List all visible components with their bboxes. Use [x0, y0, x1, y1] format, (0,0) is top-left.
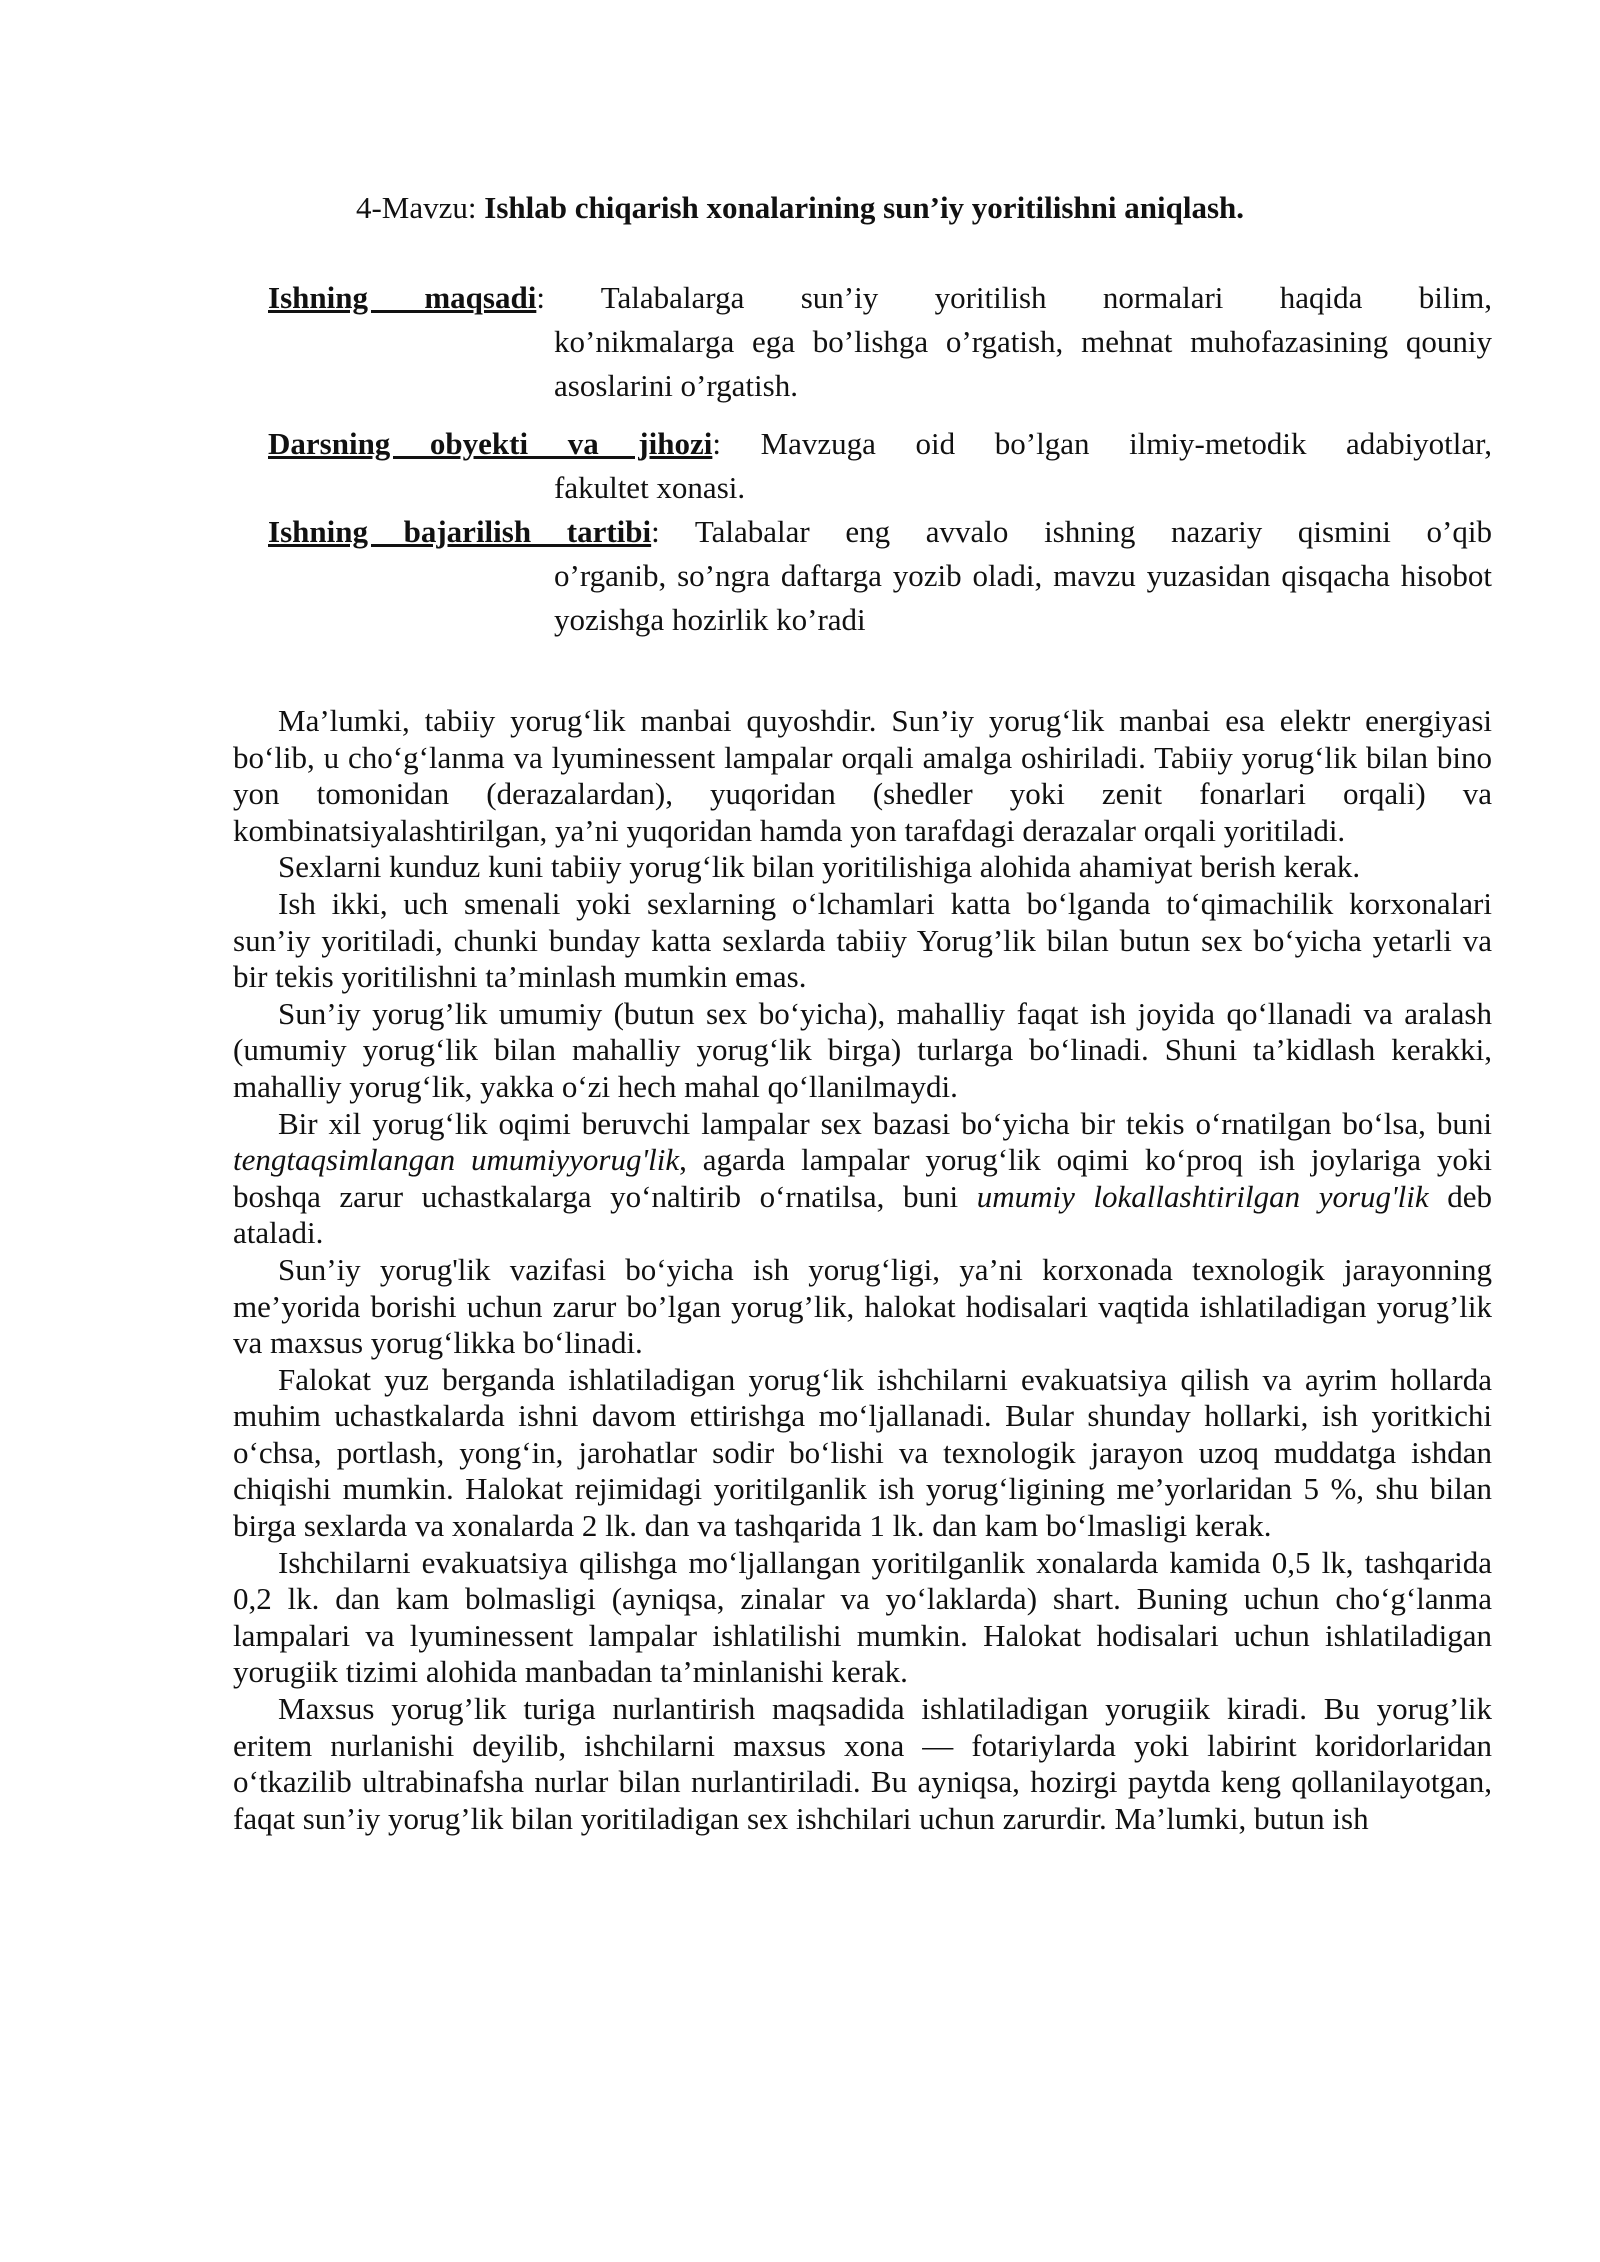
procedure-text: o’rganib, so’ngra daftarga yozib oladi, mavzu yuzasidan qisqacha hisobot yozishga hozirlik ko’radi: [554, 558, 1492, 637]
procedure-line1: Talabalar eng avvalo ishning nazariy qismini o’qib: [694, 514, 1492, 549]
page-title: [0, 190, 1600, 226]
paragraph: Sexlarni kunduz kuni tabiiy yorug‘lik bilan yoritilishiga alohida ahamiyat berish kerak.: [278, 849, 1361, 885]
paragraph: Ishchilarni evakuatsiya qilishga mo‘ljallangan yoritilganlik xonalarda kamida 0,5 lk, tashqarida 0,2 lk. dan kam bolmasligi (ayniqsa, zinalar va yo‘laklarda) shart. Buning uchun cho‘g‘lanma lampalari va lyuminessent lampalar ishlatilishi mumkin. Halokat hodisalari uchun ishlatiladigan yorugiik tizimi alohida manbadan ta’minlanishi kerak.: [233, 1544, 1492, 1690]
paragraph: Maxsus yorug’lik turiga nurlantirish maqsadida ishlatiladigan yorugiik kiradi. Bu yorug’lik eritem nurlanishi deyilib, ishchilarni maxsus xona — fotariylarda yoki labirint koridorlaridan o‘tkazilib ultrabinafsha nurlar bilan nurlantiriladi. Bu ayniqsa, hozirgi paytda keng qollanilayotgan, faqat sun’iy yorug’lik bilan yoritiladigan sex ishchilari uchun zarurdir. Ma’lumki, butun ish: [233, 1691, 1492, 1836]
p5-term-localized: umumiy lokallashtirilgan yorug'lik: [976, 1178, 1429, 1214]
title-prefix: 4-Mavzu:: [355, 190, 485, 225]
p5-text-c: deb ataladi.: [233, 1178, 1492, 1251]
title-text: Ishlab chiqarish xonalarining sun’iy yoritilishni aniqlash.: [484, 190, 1245, 225]
paragraph: Falokat yuz berganda ishlatiladigan yorug‘lik ishchilarni evakuatsiya qilish va ayrim hollarda muhim uchastkalarda ishni davom ettirishga mo‘ljallanadi. Bular shunday hollarki, ish yoritkichi o‘chsa, portlash, yong‘in, jarohatlar sodir bo‘lishi va texnologik jarayon uzoq muddatga ishdan chiqishi mumkin. Halokat rejimidagi yoritilganlik ish yorug‘ligining me’yorlaridan 5 %, shu bilan birga sexlarda va xonalarda 2 lk. dan va tashqarida 1 lk. dan kam bo‘lmasligi kerak.: [233, 1361, 1492, 1544]
procedure-label: Ishning bajarilish tartibi: [268, 514, 652, 549]
object-section: Darsning obyekti va jihozi: Mavzuga oid bo’lgan ilmiy-metodik adabiyotlar, fakultet xonasi.: [268, 422, 1492, 510]
procedure-section: Ishning bajarilish tartibi: Talabalar eng avvalo ishning nazariy qismini o’qib o’rganib, so’ngra daftarga yozib oladi, mavzu yuzasidan qisqacha hisobot yozishga hozirlik ko’radi: [268, 510, 1492, 642]
object-text: fakultet xonasi.: [554, 470, 746, 505]
paragraph: Sun’iy yorug'lik vazifasi bo‘yicha ish yorug‘ligi, ya’ni korxonada texnologik jarayonning me’yorida borishi uchun zarur bo’lgan yorug’lik, halokat hodisalari vaqtida ishlatiladigan yorug’lik va maxsus yorug‘likka bo‘linadi.: [233, 1251, 1492, 1361]
body-text: [233, 703, 1492, 1837]
goal-line1: Talabalarga sun’iy yoritilish normalari haqida bilim,: [600, 280, 1492, 315]
p5-term-uniform: tengtaqsimlangan umumiyyorug'lik: [233, 1142, 680, 1178]
paragraph: Ma’lumki, tabiiy yorug‘lik manbai quyoshdir. Sun’iy yorug‘lik manbai esa elektr energiyasi bo‘lib, u cho‘g‘lanma va lyuminessent lampalar orqali amalga oshiriladi. Tabiiy yorug‘lik bilan bino yon tomonidan (derazalardan), yuqoridan (shedler yoki zenit fonarlari orqali) va kombinatsiyalashtirilgan, ya’ni yuqoridan hamda yon tarafdagi derazalar orqali yoritiladi.: [233, 703, 1492, 848]
p5-text-b: , agarda lampalar yorug‘lik oqimi ko‘proq ish joylariga yoki boshqa zarur uchastkalarga yo‘naltirib o‘rnatilsa, buni: [233, 1142, 1492, 1214]
paragraph-lighting-types: [233, 1106, 1492, 1252]
object-label: Darsning obyekti va jihozi: [268, 426, 713, 461]
paragraph: Sun’iy yorug’lik umumiy (butun sex bo‘yicha), mahalliy faqat ish joyida qo‘llanadi va aralash (umumiy yorug‘lik bilan mahalliy yorug‘lik birga) turlarga bo‘linadi. Shuni ta’kidlash kerakki, mahalliy yorug‘lik, yakka o‘zi hech mahal qo‘llanilmaydi.: [233, 995, 1492, 1104]
p5-text-a: Bir xil yorug‘lik oqimi beruvchi lampalar sex bazasi bo‘yicha bir tekis o‘rnatilgan bo‘lsa, buni: [278, 1105, 1492, 1141]
object-line1: Mavzuga oid bo’lgan ilmiy-metodik adabiyotlar,: [760, 426, 1492, 461]
paragraph: Ish ikki, uch smenali yoki sexlarning o‘lchamlari katta bo‘lganda to‘qimachilik korxonalari sun’iy yoritiladi, chunki bunday katta sexlarda tabiiy Yorug’lik bilan butun sex bo‘yicha yetarli va bir tekis yoritilishni ta’minlash mumkin emas.: [233, 885, 1492, 995]
goal-label: Ishning maqsadi: [268, 280, 537, 315]
goal-text: ko’nikmalarga ega bo’lishga o’rgatish, mehnat muhofazasining qouniy asoslarini o’rgatish.: [554, 324, 1492, 403]
goal-section: Ishning maqsadi: Talabalarga sun’iy yoritilish normalari haqida bilim, ko’nikmalarga ega bo’lishga o’rgatish, mehnat muhofazasining qouniy asoslarini o’rgatish.: [268, 276, 1492, 408]
